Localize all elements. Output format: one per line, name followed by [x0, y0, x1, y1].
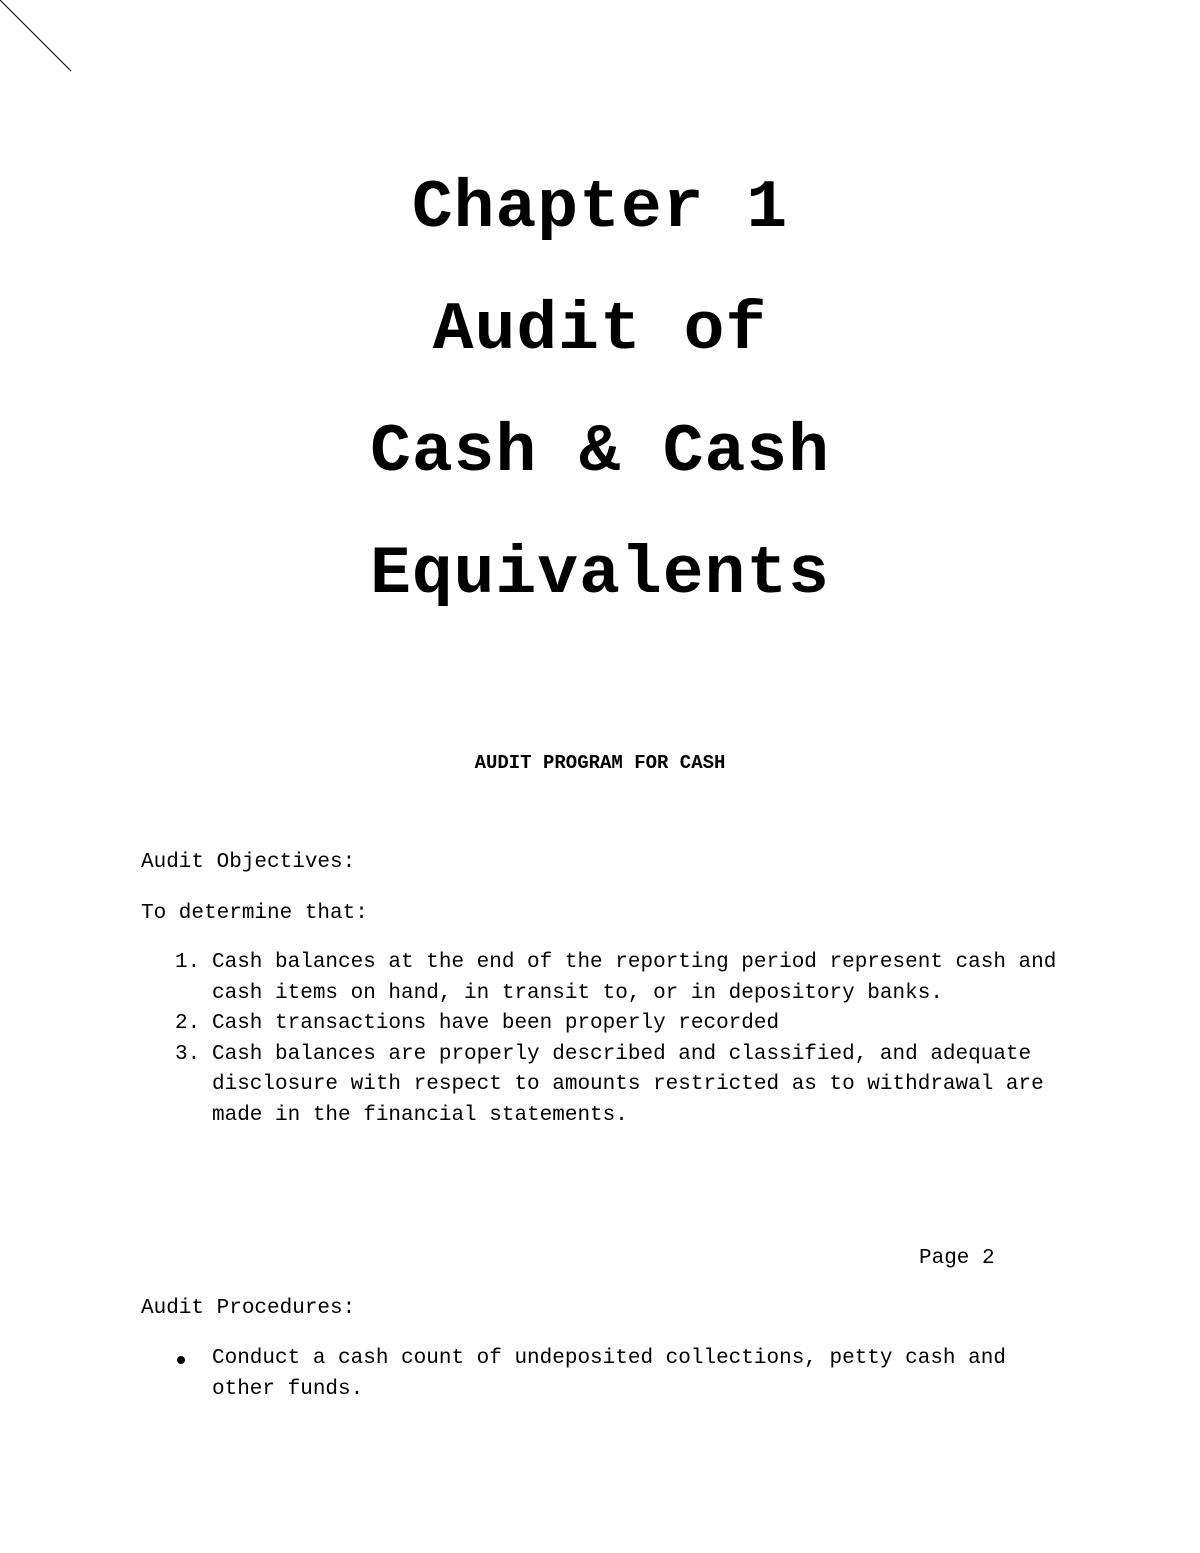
audit-program-heading: AUDIT PROGRAM FOR CASH: [474, 752, 726, 774]
procedure-item: [141, 1344, 1081, 1405]
objectives-list: [141, 948, 1081, 1132]
objectives-intro: To determine that:: [141, 902, 368, 925]
objective-number: 1.: [175, 951, 201, 974]
procedures-list: [141, 1344, 1081, 1405]
chapter-title-line-2: Audit of: [432, 292, 768, 369]
objective-item: [141, 1040, 1081, 1132]
objective-text: Cash balances are properly described and classified, and adequate disclosure with respect to amounts restricted as to withdrawal are made in the financial statements.: [212, 1042, 1044, 1127]
chapter-title: [0, 148, 1200, 636]
objective-item: [141, 1009, 1081, 1040]
objective-number: 3.: [175, 1042, 201, 1066]
objective-number: 2.: [175, 1012, 201, 1036]
chapter-title-line-4: Equivalents: [370, 536, 830, 613]
objective-text: Cash transactions have been properly recorded: [212, 1012, 780, 1036]
corner-fold-line: [0, 0, 72, 72]
audit-procedures-heading: Audit Procedures:: [141, 1297, 356, 1320]
procedure-text: Conduct a cash count of undeposited collections, petty cash and other funds.: [212, 1347, 1006, 1401]
audit-objectives-heading: Audit Objectives:: [141, 851, 356, 874]
objective-item: [141, 948, 1081, 1009]
objective-text: Cash balances at the end of the reporting period represent cash and cash items on hand, in transit to, or in depository banks.: [212, 951, 1057, 1005]
bullet-icon: [177, 1356, 185, 1364]
page-number: Page 2: [919, 1247, 995, 1270]
chapter-title-line-3: Cash & Cash: [370, 414, 830, 491]
chapter-title-line-1: Chapter 1: [411, 170, 789, 247]
